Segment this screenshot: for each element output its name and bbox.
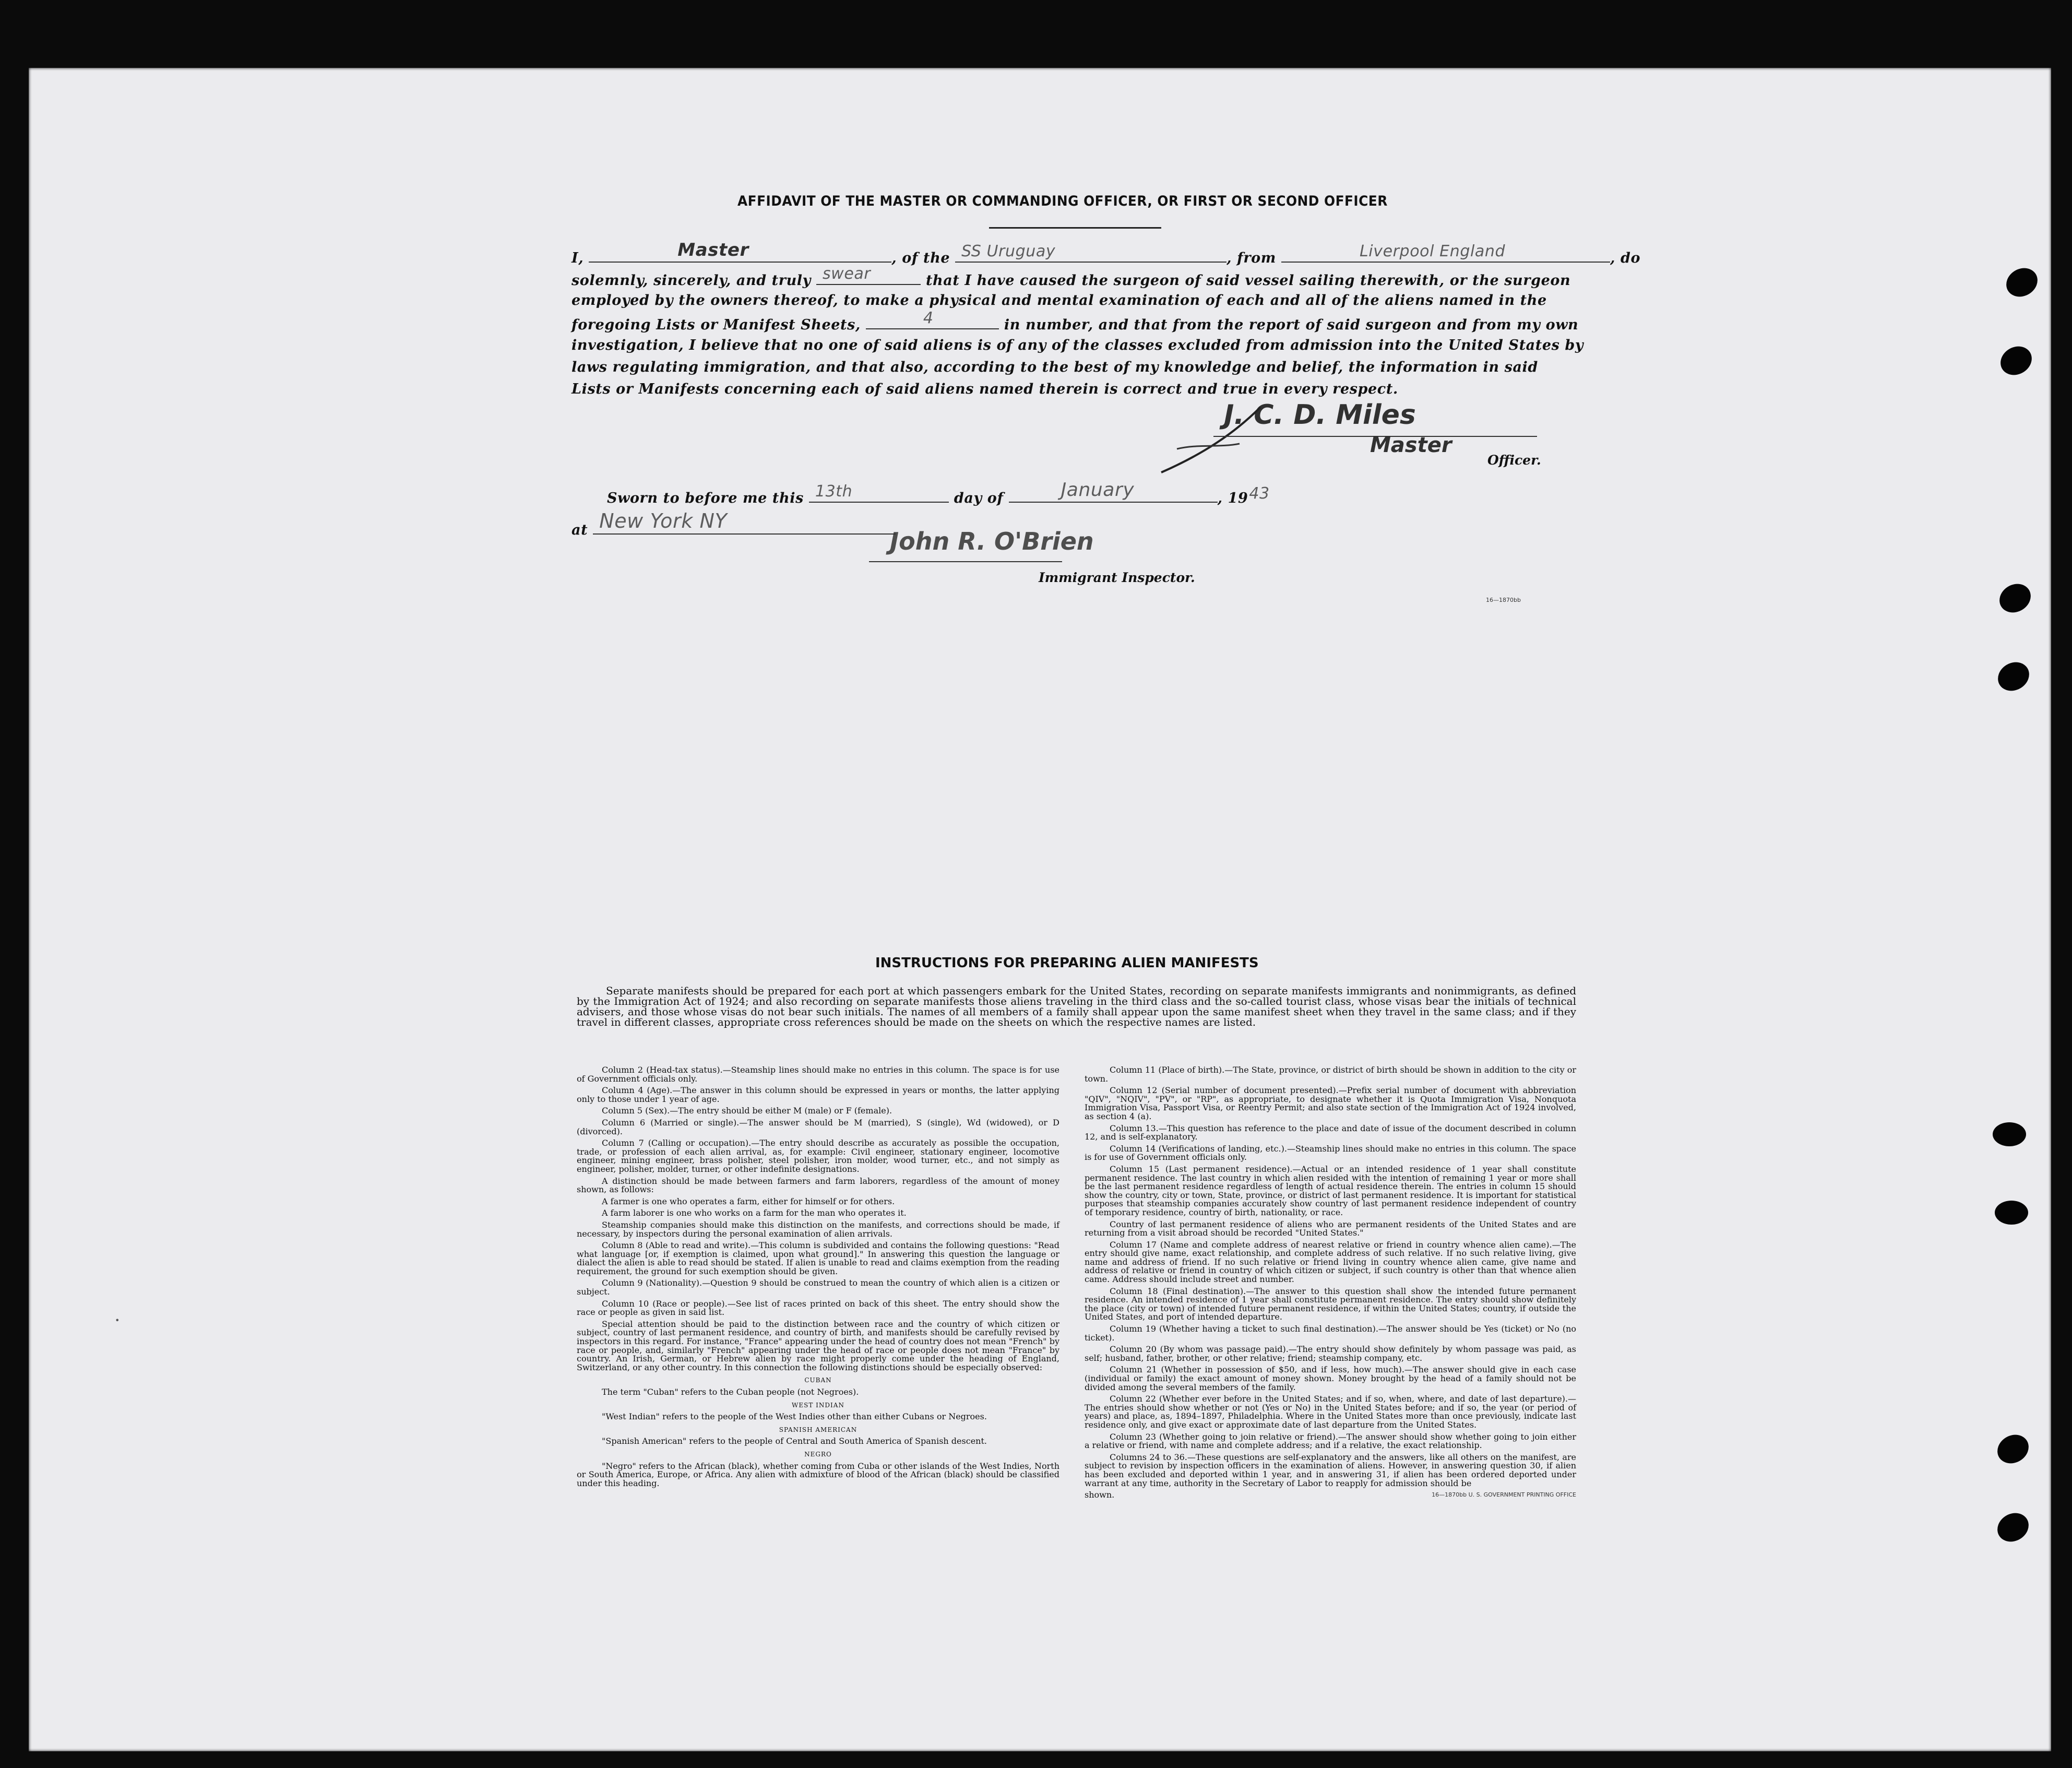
year-value: 43 <box>1249 484 1270 503</box>
year-prefix: , 19 <box>1217 490 1248 506</box>
instruction-paragraph: Columns 24 to 36.—These questions are self-explanatory and the answers, like all others on the manifest, are subject to revision by inspection officers in the examination of aliens. However, in answering question 30, if alien has been excluded and deported within 1 year, and in answering 31, if alien has been ordered deported under warrant at any time, authority in the Secretary of Labor to reapply for admission should be <box>1085 1452 1576 1488</box>
affidavit-title: AFFIDAVIT OF THE MASTER OR COMMANDING OFFICER, OR FIRST OR SECOND OFFICER <box>737 193 1388 209</box>
scan-mark: • <box>115 1315 120 1325</box>
from-field-value: Liverpool England <box>1359 242 1506 260</box>
right-column-end <box>1085 1491 1576 1500</box>
instruction-paragraph: A distinction should be made between farmers and farm laborers, regardless of the amount of money shown, as follows: <box>577 1176 1059 1195</box>
do-label: , do <box>1610 250 1641 266</box>
affidavit-line-3: employed by the owners thereof, to make a physical and mental examination of each and all of the aliens named in the <box>571 292 1547 308</box>
instruction-paragraph: Column 5 (Sex).—The entry should be either M (male) or F (female). <box>602 1106 892 1116</box>
instructions-left-column <box>577 1066 1059 1491</box>
instruction-paragraph: Column 12 (Serial number of document presented).—Prefix serial number of document with abbreviation "QIV", "NQIV", "PV", or "RP", as appropriate, to designate whether it is Quota Immigration Visa, Nonquota Immigration Visa, Passport Visa, or Reentry Permit; and also state section of the Immigration Act of 1924 involved, as section 4 (a). <box>1085 1085 1576 1121</box>
officer-signature: J. C. D. Miles <box>1224 399 1416 431</box>
inspector-signature-line <box>869 561 1062 562</box>
instruction-paragraph: Column 21 (Whether in possession of $50, and if less, how much).—The answer should give in each case (individual or family) the exact amount of money shown. Money brought by the head of a family should not be divided among the several members of the family. <box>1085 1364 1576 1392</box>
from-field[interactable] <box>1281 242 1610 263</box>
instruction-paragraph: Special attention should be paid to the distinction between race and the country of which citizen or subject, country of last permanent residence, and country of birth, and manifests should be carefully revised by inspectors in this regard. For instance, "France" appearing under the head of country does not mean "French" by race or people, and, similarly "French" appearing under the head of race or people does not mean "France" by country. An Irish, German, or Hebrew alien by race might properly come under the heading of England, Switzerland, or any other country. In this connection the following distinctions should be especially observed: <box>577 1319 1059 1372</box>
sworn-day-field[interactable] <box>809 482 949 503</box>
of-the-label: , of the <box>891 250 950 266</box>
instruction-paragraph: Column 20 (By whom was passage paid).—The entry should show definitely by whom passage was paid, as self; husband, father, brother, or other relative; friend; steamship company, etc. <box>1085 1344 1576 1363</box>
sheet-count-value: 4 <box>923 309 934 327</box>
instruction-paragraph: Column 17 (Name and complete address of nearest relative or friend in country whence alien came).—The entry should give name, exact relationship, and complete address of such relative. If no such relative living, give name and address of friend. If no such relative or friend living in country whence alien came, give name and address of relative or friend in country of which citizen or subject, if such country is other than that whence alien came. Address should include street and number. <box>1085 1239 1576 1285</box>
sworn-day-value: 13th <box>815 482 853 501</box>
document-sheet <box>29 68 2051 1751</box>
instruction-paragraph: Column 22 (Whether ever before in the United States; and if so, when, where, and date of last departure).—The entries should show whether or not (Yes or No) in the United States before; and if so, the year (or period of years) and place, as, 1894–1897, Philadelphia. Where in the United States more than once previously, indicate last residence only, and give exact or approximate date of last departure from the United States. <box>1085 1394 1576 1430</box>
inspector-label: Immigrant Inspector. <box>1039 570 1195 585</box>
title-rule <box>989 227 1161 229</box>
instruction-paragraph: A farmer is one who operates a farm, either for himself or for others. <box>602 1196 895 1206</box>
instruction-paragraph: Column 8 (Able to read and write).—This column is subdivided and contains the following questions: "Read what language [or, if exemption is claimed, upon what ground]." In answering this question the language or dialect the alien is able to read should be stated. If alien is unable to read and claims exemption from the reading requirement, the ground for such exemption should be given. <box>577 1240 1059 1276</box>
day-of-label: day of <box>954 490 1004 506</box>
cuban-paragraph: The term "Cuban" refers to the Cuban people (not Negroes). <box>602 1387 859 1397</box>
sheet-count-field[interactable] <box>866 309 999 329</box>
punch-hole-icon <box>1995 1201 2028 1225</box>
at-line <box>571 509 896 538</box>
officer-label: Officer. <box>1487 453 1541 468</box>
instruction-paragraph: Column 10 (Race or people).—See list of races printed on back of this sheet. The entry should show the race or people as given in said list. <box>577 1298 1059 1318</box>
negro-paragraph: "Negro" refers to the African (black), whether coming from Cuba or other islands of the West Indies, North or South America, Europe, or Africa. Any alien with admixture of blood of the African (black) should be classified under this heading. <box>577 1461 1059 1488</box>
line2-start: solemnly, sincerely, and truly <box>571 272 811 289</box>
negro-heading: NEGRO <box>804 1450 832 1458</box>
instructions-title: INSTRUCTIONS FOR PREPARING ALIEN MANIFESTS <box>875 955 1259 971</box>
affidavit-line-4 <box>571 309 1579 333</box>
right-last-word: shown. <box>1085 1490 1115 1500</box>
instruction-paragraph: Column 11 (Place of birth).—The State, province, or district of birth should be shown in addition to the city or town. <box>1085 1065 1576 1084</box>
instruction-paragraph: Column 6 (Married or single).—The answer should be M (married), S (single), Wd (widowed), or D (divorced). <box>577 1117 1059 1136</box>
line4-end: in number, and that from the report of said surgeon and from my own <box>1004 317 1579 333</box>
line2-end: that I have caused the surgeon of said vessel sailing therewith, or the surgeon <box>925 272 1571 289</box>
at-label: at <box>571 522 588 538</box>
signature-flourish-icon <box>1156 402 1292 475</box>
sworn-label: Sworn to before me this <box>607 490 804 506</box>
at-value: New York NY <box>599 509 728 532</box>
affidavit-line-1 <box>571 240 1641 266</box>
inspector-signature: John R. O'Brien <box>890 527 1094 555</box>
instruction-paragraph: Column 13.—This question has reference to the place and date of issue of the document described in column 12, and is self-explanatory. <box>1085 1123 1576 1142</box>
west-indian-heading: WEST INDIAN <box>792 1401 844 1409</box>
instruction-paragraph: Column 2 (Head-tax status).—Steamship lines should make no entries in this column. The space is for use of Government officials only. <box>577 1065 1059 1084</box>
instruction-paragraph: Column 15 (Last permanent residence).—Actual or an intended residence of 1 year shall constitute permanent residence. The last country in which alien resided with the intention of remaining 1 year or more shall be the last permanent residence regardless of length of actual residence therein. The entries in column 15 should show the country, city or town, State, province, or district of last permanent residence. It is important for statistical purposes that steamship companies accurately show country of last permanent residence independent of country of temporary residence, country of birth, nationality, or race. <box>1085 1164 1577 1217</box>
swear-field[interactable] <box>816 265 921 285</box>
instructions-intro: Separate manifests should be prepared for each port at which passengers embark for the United States, recording on separate manifests immigrants and nonimmigrants, as defined by the Immigration Act of 1924; and also recording on separate manifests those aliens traveling in the third class and the so-called tourist class, whose visas bear the initials of technical advisers, and those whose visas do not bear such initials. The names of all members of a family shall appear upon the same manifest sheet when they travel in the same class; and if they travel in different classes, appropriate cross references should be made on the sheets on which the respective names are listed. <box>577 984 1576 1028</box>
form-code: 16—1870bb <box>1486 597 1521 603</box>
affidavit-line-6: laws regulating immigration, and that also, according to the best of my knowledge and belief, the information in said <box>571 359 1538 375</box>
instruction-paragraph: Column 7 (Calling or occupation).—The entry should describe as accurately as possible the occupation, trade, or profession of each alien arrival, as, for example: Civil engineer, stationary engineer, locomotive engineer, mining engineer, brass polisher, steel polisher, iron molder, wood turner, etc., and not simply as engineer, polisher, molder, turner, or other indefinite designations. <box>577 1138 1059 1174</box>
line4-start: foregoing Lists or Manifest Sheets, <box>571 317 861 333</box>
month-field[interactable] <box>1009 479 1218 503</box>
punch-hole-icon <box>1993 1122 2026 1146</box>
swear-field-value: swear <box>822 265 871 283</box>
spanish-american-heading: SPANISH AMERICAN <box>779 1426 858 1433</box>
i-field-value: Master <box>677 240 749 260</box>
instruction-paragraph: Column 19 (Whether having a ticket to such final destination).—The answer should be Yes (ticket) or No (no ticket). <box>1085 1324 1576 1343</box>
affidavit-line-7: Lists or Manifests concerning each of said aliens named therein is correct and true in every respect. <box>571 381 1398 397</box>
vessel-field[interactable] <box>955 242 1226 263</box>
footer-code: 16—1870bb U. S. GOVERNMENT PRINTING OFFICE <box>1432 1491 1576 1499</box>
affidavit-line-5: investigation, I believe that no one of said aliens is of any of the classes excluded from admission into the United States by <box>571 337 1584 353</box>
i-label: I, <box>571 250 584 266</box>
instruction-paragraph: Column 14 (Verifications of landing, etc.).—Steamship lines should make no entries in this column. The space is for use of Government officials only. <box>1085 1143 1576 1162</box>
affidavit-line-2 <box>571 265 1571 289</box>
instruction-paragraph: Column 18 (Final destination).—The answer to this question shall show the intended future permanent residence. An intended residence of 1 year shall constitute permanent residence. The entry should show definitely the place (city or town) of intended future permanent residence, if within the United States; country, if outside the United States, and port of intended departure. <box>1085 1286 1576 1322</box>
instruction-paragraph: Steamship companies should make this distinction on the manifests, and corrections should be made, if necessary, by inspectors during the personal examination of alien arrivals. <box>577 1219 1059 1239</box>
i-field[interactable] <box>589 240 891 263</box>
vessel-field-value: SS Uruguay <box>961 242 1056 260</box>
sworn-line <box>607 479 1270 507</box>
instruction-paragraph: Column 4 (Age).—The answer in this column should be expressed in years or months, the latter applying only to those under 1 year of age. <box>577 1085 1059 1104</box>
instruction-paragraph: A farm laborer is one who works on a farm for the man who operates it. <box>602 1208 907 1218</box>
instruction-paragraph: Column 9 (Nationality).—Question 9 should be construed to mean the country of which alien is a citizen or subject. <box>577 1278 1059 1297</box>
west-indian-paragraph: "West Indian" refers to the people of the West Indies other than either Cubans or Negroes. <box>602 1411 987 1422</box>
month-value: January <box>1061 479 1135 501</box>
from-label: , from <box>1226 250 1276 266</box>
officer-title-value: Master <box>1370 433 1452 457</box>
instructions-right-column <box>1085 1066 1576 1503</box>
cuban-heading: CUBAN <box>804 1377 832 1384</box>
at-field[interactable] <box>593 509 896 535</box>
instruction-paragraph: Country of last permanent residence of aliens who are permanent residents of the United States and are returning from a visit abroad should be recorded "United States." <box>1085 1219 1576 1238</box>
spanish-american-paragraph: "Spanish American" refers to the people of Central and South America of Spanish descent. <box>602 1436 987 1446</box>
instruction-paragraph: Column 23 (Whether going to join relative or friend).—The answer should show whether going to join either a relative or friend, with name and complete address; and if a relative, the exact relationship. <box>1085 1431 1576 1451</box>
